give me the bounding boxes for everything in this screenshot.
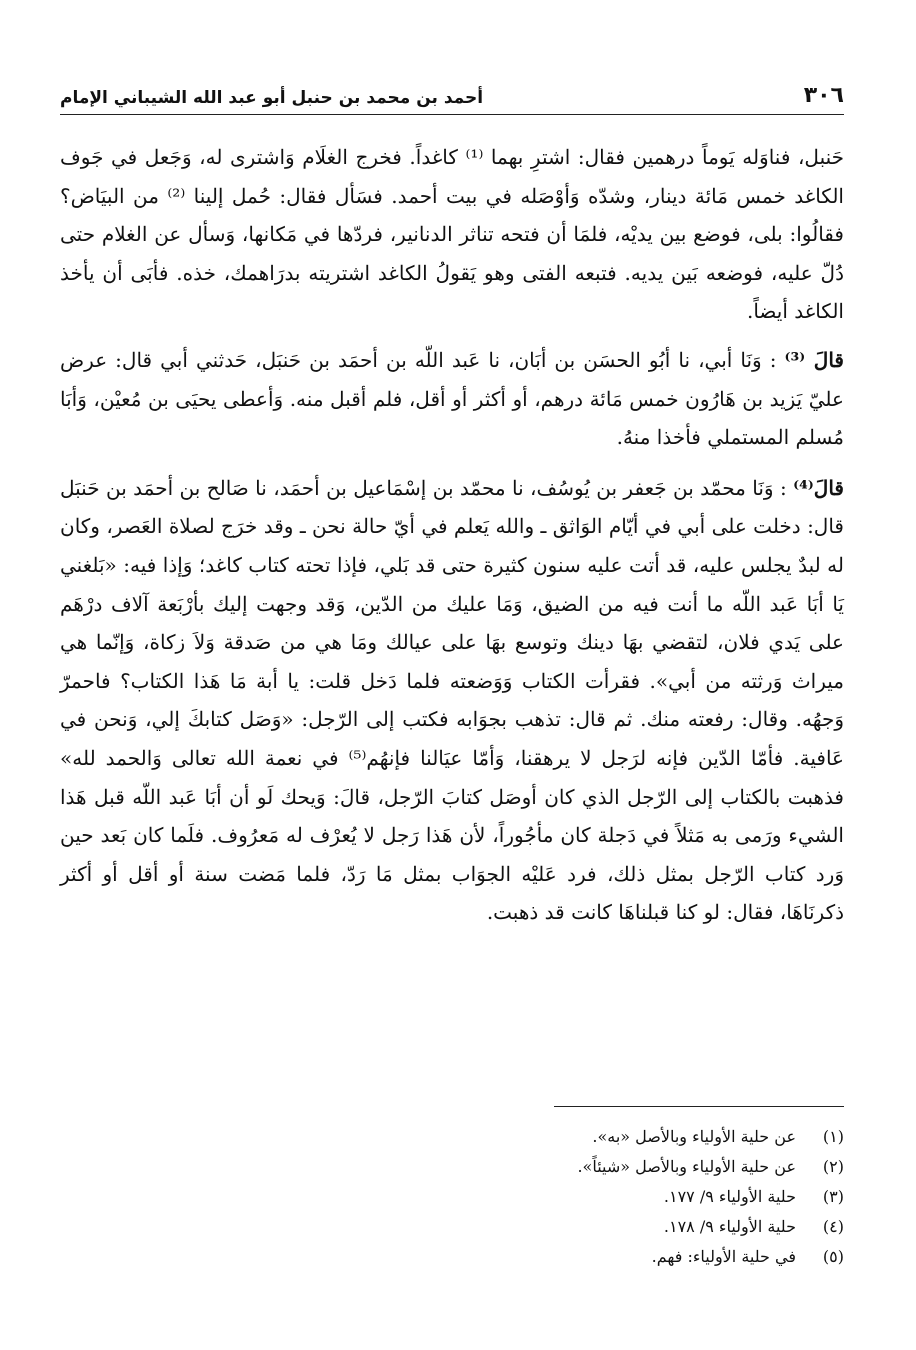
header-rule xyxy=(60,114,844,115)
footnote-number: (٥) xyxy=(822,1247,844,1266)
paragraph-3-lead: قالَ⁽⁴⁾ xyxy=(793,475,844,500)
footnotes-rule xyxy=(554,1106,844,1107)
footnote-text: في حلية الأولياء: فهم. xyxy=(651,1247,796,1266)
footnote-item xyxy=(60,1122,844,1152)
footnote-number: (١) xyxy=(822,1127,844,1146)
running-head xyxy=(60,72,844,108)
paragraph-2-text: : وَنَا أبي، نا أبُو الحسَن بن أبَان، نا عَبد اللّه بن أحمَد بن حَنبَل، حَدثني أبي قال: عرض عليّ يَزيد بن هَارُون خمس مَائة درهم، أو أكثر أو أقل، فلم أقبل منه. وَأعطى يحيَى بن مُعيْن، وَأبَا مُسلم المستملي فأخذا منهُ. xyxy=(60,347,844,450)
footnotes xyxy=(60,1122,844,1272)
footnote-number: (٣) xyxy=(822,1187,844,1206)
footnote-item xyxy=(60,1182,844,1212)
footnote-text: حلية الأولياء ٩/ ١٧٧. xyxy=(663,1187,796,1206)
page-number: ٣٠٦ xyxy=(803,83,844,108)
paragraph-3 xyxy=(60,469,844,932)
footnote-item xyxy=(60,1152,844,1182)
footnote-item xyxy=(60,1212,844,1242)
paragraph-1 xyxy=(60,138,844,331)
paragraph-1-text: حَنبل، فناوَله يَوماً درهمين فقال: اشترِ بهما ⁽¹⁾ كاغداً. فخرج الغلَام وَاشترى له، وَجَعل في جَوف الكاغد خمس مَائة دينار، وشدّه وَأوْصَله في بيت أحمد. فسَأل فقال: حُمل إلينا ⁽²⁾ من البيَاض؟ فقالُوا: بلى، فوضع بين يديْه، فلمَا أن فتحه تناثر الدنانير، فردّها في مَكانها، وَسأل عن الغلام حتى دُلّ عليه، فوضعه بَين يديه. فتبعه الفتى وهو يَقولُ الكاغد اشتريته بدرَاهمك، خذه. فأبَى أن يأخذ الكاغد أيضاً. xyxy=(60,145,845,324)
paragraph-2-lead: قالَ ⁽³⁾ xyxy=(784,347,844,372)
paragraph-3-text: : وَنَا محمّد بن جَعفر بن يُوسُف، نا محمّد بن إسْمَاعيل بن أحمَد، نا صَالح بن أحمَد بن حَنبَل قال: دخلت على أبي في أيّام الوَاثق ـ والله يَعلم في أيّ حالة نحن ـ وقد خرَج لصلاة العَصر، وكان له لبدٌ يجلس عليه، قد أتت عليه سنون كثيرة حتى قد بَلي، فإذا تحته كتاب كاغد؛ وَإذا فيه: «بَلغني يَا أبَا عَبد اللّه ما أنت فيه من الضيق، وَمَا عليك من الدّين، وَقد وجهت إليك بأرْبَعة آلاف درْهَم على يَدي فلان، لتقضي بهَا دينك وتوسع بهَا على عيالك ومَا هي من صَدقة وَلاَ زكاة، وَإنّما هي ميراث وَرثته من أبي». فقرأت الكتاب وَوَضعته فلما دَخل قلت: يا أبة مَا هَذا الكتاب؟ فاحمرّ وَجهُه. وقال: رفعته منك. ثم قال: تذهب بجوَابه فكتب إلى الرّجل: «وَصَل كتابكَ إلي، وَنحن في عَافية. فأمّا الدّين فإنه لرَجل لا يرهقنا، وَأمّا عيَالنا فإنهُم⁽⁵⁾ في نعمة الله تعالى وَالحمد لله» فذهبت بالكتاب إلى الرّجل الذي كان أوصَل كتابَ الرّجل، قالَ: وَيحك لَو أن أبَا عَبد اللّه قبل هَذا الشيء ورَمى به مَثلاً في دَجلة كان مأجُوراً، لأن هَذا رَجل لا يُعرْف له مَعرُوف. فلَما كان بَعد حين وَرد كتاب الرّجل بمثل ذلك، فرد عَليْه الجوَاب بمثل مَا رَدّ، فلما مَضت سنة أو أقل أو أكثر ذكرنَاهَا، فقال: لو كنا قبلناهَا كانت قد ذهبت. xyxy=(60,475,844,925)
footnote-number: (٢) xyxy=(822,1157,844,1176)
main-text xyxy=(60,138,844,944)
paragraph-2 xyxy=(60,341,844,457)
footnote-item xyxy=(60,1242,844,1272)
footnote-text: عن حلية الأولياء وبالأصل «شيئاً». xyxy=(577,1157,796,1176)
footnote-number: (٤) xyxy=(822,1217,844,1236)
footnote-text: عن حلية الأولياء وبالأصل «به». xyxy=(592,1127,796,1146)
footnote-text: حلية الأولياء ٩/ ١٧٨. xyxy=(663,1217,796,1236)
running-title: أحمد بن محمد بن حنبل أبو عبد الله الشيباني الإمام xyxy=(60,88,484,108)
